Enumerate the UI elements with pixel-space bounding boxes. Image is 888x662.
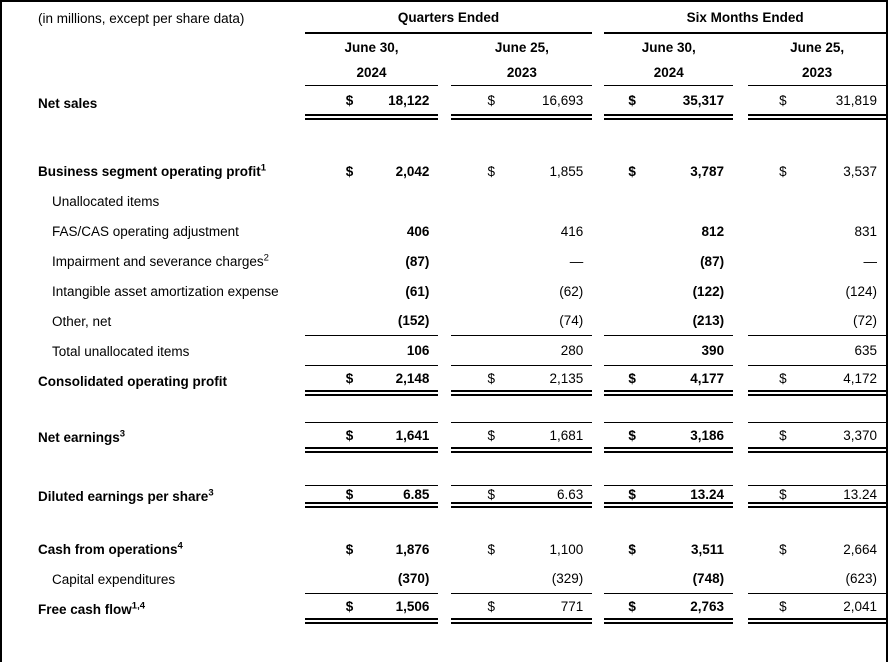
- column-gap: [733, 34, 748, 60]
- value-cell: [604, 306, 733, 336]
- column-gap: [733, 156, 748, 186]
- currency-symbol: $: [345, 370, 354, 386]
- value-cell: [604, 564, 733, 594]
- header-six-months-ended: Six Months Ended: [604, 2, 886, 34]
- row-label: Consolidated operating profit: [38, 373, 227, 389]
- column-gap: [592, 422, 604, 453]
- value-cell: [748, 306, 886, 336]
- amount: (122): [692, 283, 725, 299]
- amount: 6.85: [403, 486, 430, 502]
- row-label: Net sales: [38, 95, 98, 111]
- amount: 4,177: [690, 370, 725, 386]
- amount: (61): [405, 283, 430, 299]
- currency-symbol: $: [345, 486, 354, 502]
- column-gap: [733, 336, 748, 366]
- amount: (152): [397, 313, 430, 328]
- currency-symbol: $: [487, 541, 495, 557]
- amount: 771: [560, 598, 584, 614]
- spacer-cell: [2, 396, 886, 422]
- row-label: Other, net: [52, 313, 112, 329]
- currency-symbol: $: [487, 486, 495, 502]
- column-gap: [592, 60, 604, 86]
- table-row: [2, 306, 886, 336]
- currency-symbol: $: [345, 163, 354, 179]
- footnote-ref: 2: [263, 252, 269, 263]
- footnote-ref: 3: [208, 487, 214, 499]
- amount: 1,681: [549, 427, 584, 443]
- amount: 3,186: [690, 427, 725, 443]
- table-row: [2, 276, 886, 306]
- value-cell: [451, 534, 592, 564]
- value-cell: [451, 306, 592, 336]
- column-gap: [438, 336, 451, 366]
- row-label: Impairment and severance charges$^2$: [52, 252, 269, 269]
- amount: 831: [854, 223, 877, 239]
- column-gap: [733, 216, 748, 246]
- value-cell: [451, 216, 592, 246]
- value-cell: [748, 156, 886, 186]
- column-gap: [733, 594, 748, 624]
- value-cell: [305, 564, 439, 594]
- row-label: Free cash flow$^{1,4}$: [38, 600, 146, 617]
- value-cell: [604, 485, 733, 508]
- column-gap: [438, 534, 451, 564]
- amount: 4,172: [843, 370, 877, 386]
- table-row: [2, 86, 886, 120]
- currency-symbol: $: [779, 541, 787, 557]
- spacer-cell: [2, 508, 886, 534]
- row-label: Net earnings$^3$: [38, 428, 126, 445]
- amount: 406: [406, 223, 430, 239]
- value-cell: [305, 336, 439, 366]
- value-cell: [305, 186, 439, 216]
- column-gap: [438, 564, 451, 594]
- header-month-q-2023: June 25,: [494, 39, 549, 55]
- currency-symbol: $: [487, 370, 495, 386]
- column-gap: [592, 306, 604, 336]
- column-gap: [438, 246, 451, 276]
- currency-symbol: $: [487, 163, 495, 179]
- value-cell: [604, 534, 733, 564]
- header-group-row: [2, 2, 886, 34]
- table-row: [2, 246, 886, 276]
- amount: 3,537: [843, 163, 877, 179]
- table-row: [2, 485, 886, 508]
- currency-symbol: $: [487, 598, 495, 614]
- value-cell: [604, 276, 733, 306]
- value-cell: [748, 534, 886, 564]
- amount: 2,042: [395, 163, 430, 179]
- column-gap: [592, 86, 604, 120]
- value-cell: [604, 186, 733, 216]
- column-gap: [438, 366, 451, 396]
- header-month-q-2024: June 30,: [344, 39, 399, 55]
- header-year-q-2024: 2024: [305, 60, 439, 86]
- value-cell: [451, 485, 592, 508]
- row-label: Intangible asset amortization expense: [52, 283, 279, 299]
- amount: 2,763: [690, 598, 725, 614]
- value-cell: [604, 246, 733, 276]
- spacer-row: [2, 453, 886, 485]
- column-gap: [733, 186, 748, 216]
- amount: 3,370: [843, 427, 877, 443]
- amount: 3,787: [690, 163, 725, 179]
- table-row: [2, 534, 886, 564]
- value-cell: [305, 246, 439, 276]
- amount: 2,041: [843, 598, 877, 614]
- amount: 106: [406, 343, 430, 358]
- currency-symbol: $: [628, 163, 636, 179]
- currency-symbol: $: [779, 598, 787, 614]
- currency-symbol: $: [779, 486, 787, 502]
- table-rows: [2, 2, 886, 624]
- value-cell: [305, 366, 439, 396]
- column-gap: [438, 60, 451, 86]
- value-cell: [604, 336, 733, 366]
- currency-symbol: $: [628, 370, 636, 386]
- table-row: [2, 594, 886, 624]
- amount: 635: [854, 343, 877, 358]
- amount: (370): [397, 571, 430, 586]
- column-gap: [592, 156, 604, 186]
- column-gap: [733, 60, 748, 86]
- amount: (748): [692, 571, 725, 586]
- column-gap: [592, 594, 604, 624]
- amount: 2,135: [549, 370, 584, 386]
- column-gap: [592, 564, 604, 594]
- column-gap: [733, 485, 748, 508]
- amount: 2,148: [395, 370, 430, 386]
- value-cell: [451, 246, 592, 276]
- currency-symbol: $: [628, 598, 636, 614]
- table-row: [2, 564, 886, 594]
- spacer-row: [2, 508, 886, 534]
- amount: 1,641: [395, 427, 430, 443]
- value-cell: [451, 564, 592, 594]
- row-label: Business segment operating profit$^1$: [38, 162, 267, 179]
- amount: (87): [405, 253, 430, 269]
- table-row: [2, 186, 886, 216]
- amount: 1,876: [395, 541, 430, 557]
- value-cell: [748, 276, 886, 306]
- currency-symbol: $: [779, 92, 787, 108]
- amount: 6.63: [557, 486, 584, 502]
- spacer-row: [2, 120, 886, 156]
- value-cell: [748, 594, 886, 624]
- column-gap: [733, 276, 748, 306]
- amount: 35,317: [682, 92, 725, 108]
- column-gap: [438, 216, 451, 246]
- footnote-ref: 1,4: [131, 600, 146, 611]
- header-month-6m-2023: June 25,: [790, 39, 845, 55]
- amount: (329): [551, 571, 584, 586]
- value-cell: [748, 422, 886, 453]
- value-cell: [305, 306, 439, 336]
- column-gap: [438, 86, 451, 120]
- column-gap: [733, 534, 748, 564]
- value-cell: [604, 594, 733, 624]
- value-cell: [748, 246, 886, 276]
- value-cell: [604, 216, 733, 246]
- value-cell: [305, 594, 439, 624]
- financial-summary-table: [2, 2, 886, 624]
- header-year-q-2023: 2023: [451, 60, 592, 86]
- column-gap: [733, 366, 748, 396]
- amount: (213): [692, 313, 725, 328]
- header-year-6m-2024: 2024: [604, 60, 733, 86]
- amount: 1,506: [395, 598, 430, 614]
- value-cell: [451, 276, 592, 306]
- currency-symbol: $: [487, 427, 495, 443]
- row-label: Diluted earnings per share$^3$: [38, 487, 214, 504]
- amount: 3,511: [691, 541, 725, 557]
- currency-symbol: $: [487, 92, 495, 108]
- currency-symbol: $: [628, 541, 636, 557]
- spacer-cell: [2, 120, 886, 156]
- column-gap: [438, 485, 451, 508]
- header-quarters-ended: Quarters Ended: [305, 2, 593, 34]
- header-month-6m-2024: June 30,: [641, 39, 696, 55]
- amount: 16,693: [542, 92, 584, 108]
- amount: (72): [852, 313, 877, 328]
- currency-symbol: $: [779, 370, 787, 386]
- value-cell: [748, 216, 886, 246]
- amount: 13.24: [843, 486, 877, 502]
- table-row: [2, 156, 886, 186]
- amount: 2,664: [843, 541, 877, 557]
- units-note: (in millions, except per share data): [38, 11, 245, 26]
- value-cell: [451, 594, 592, 624]
- amount: (124): [845, 283, 877, 299]
- column-gap: [438, 276, 451, 306]
- value-cell: [451, 186, 592, 216]
- amount: 416: [560, 223, 584, 239]
- amount: (87): [700, 253, 725, 269]
- value-cell: [748, 336, 886, 366]
- amount: 1,100: [549, 541, 584, 557]
- column-gap: [733, 564, 748, 594]
- column-gap: [733, 86, 748, 120]
- spacer-row: [2, 396, 886, 422]
- amount: (623): [845, 571, 877, 586]
- row-label: FAS/CAS operating adjustment: [52, 223, 239, 239]
- column-gap: [592, 186, 604, 216]
- amount: 812: [701, 223, 725, 239]
- footnote-ref: 3: [119, 428, 126, 440]
- currency-symbol: $: [628, 486, 636, 502]
- currency-symbol: $: [628, 92, 636, 108]
- amount: 31,819: [835, 92, 877, 108]
- value-cell: [748, 485, 886, 508]
- value-cell: [604, 366, 733, 396]
- column-gap: [592, 2, 604, 34]
- value-cell: [305, 422, 439, 453]
- row-label: Total unallocated items: [52, 343, 190, 359]
- footnote-ref: 4: [177, 540, 183, 551]
- table-row: [2, 336, 886, 366]
- amount: —: [863, 253, 877, 269]
- value-cell: [748, 186, 886, 216]
- table-row: [2, 366, 886, 396]
- row-label: Unallocated items: [52, 193, 160, 209]
- value-cell: [305, 156, 439, 186]
- currency-symbol: $: [628, 427, 636, 443]
- column-gap: [438, 156, 451, 186]
- value-cell: [748, 564, 886, 594]
- column-gap: [438, 34, 451, 60]
- amount: (74): [559, 313, 584, 328]
- value-cell: [451, 366, 592, 396]
- value-cell: [604, 86, 733, 120]
- amount: 1,855: [549, 163, 584, 179]
- column-gap: [592, 216, 604, 246]
- column-gap: [592, 366, 604, 396]
- currency-symbol: $: [345, 541, 354, 557]
- column-gap: [733, 422, 748, 453]
- value-cell: [305, 534, 439, 564]
- value-cell: [305, 485, 439, 508]
- value-cell: [451, 422, 592, 453]
- value-cell: [451, 86, 592, 120]
- table-row: [2, 422, 886, 453]
- amount: —: [569, 253, 584, 269]
- currency-symbol: $: [345, 92, 354, 108]
- column-gap: [592, 34, 604, 60]
- currency-symbol: $: [779, 163, 787, 179]
- value-cell: [748, 366, 886, 396]
- value-cell: [305, 276, 439, 306]
- amount: 18,122: [388, 92, 430, 108]
- amount: 390: [701, 343, 725, 358]
- column-gap: [592, 534, 604, 564]
- currency-symbol: $: [345, 427, 354, 443]
- value-cell: [305, 216, 439, 246]
- column-gap: [733, 306, 748, 336]
- row-label: Cash from operations$^4$: [38, 540, 183, 557]
- amount: (62): [559, 283, 584, 299]
- row-label: Capital expenditures: [52, 571, 176, 587]
- column-gap: [438, 306, 451, 336]
- value-cell: [305, 86, 439, 120]
- column-gap: [592, 276, 604, 306]
- value-cell: [451, 156, 592, 186]
- footnote-ref: 1: [260, 162, 267, 173]
- table-row: [2, 216, 886, 246]
- column-gap: [592, 246, 604, 276]
- value-cell: [748, 86, 886, 120]
- column-gap: [733, 246, 748, 276]
- value-cell: [451, 336, 592, 366]
- currency-symbol: $: [779, 427, 787, 443]
- value-cell: [604, 156, 733, 186]
- spacer-cell: [2, 453, 886, 485]
- column-gap: [592, 336, 604, 366]
- column-gap: [438, 422, 451, 453]
- amount: 280: [560, 343, 584, 358]
- value-cell: [604, 422, 733, 453]
- currency-symbol: $: [345, 598, 354, 614]
- column-gap: [438, 594, 451, 624]
- column-gap: [438, 186, 451, 216]
- column-gap: [592, 485, 604, 508]
- header-year-6m-2023: 2023: [748, 60, 886, 86]
- amount: 13.24: [690, 486, 725, 502]
